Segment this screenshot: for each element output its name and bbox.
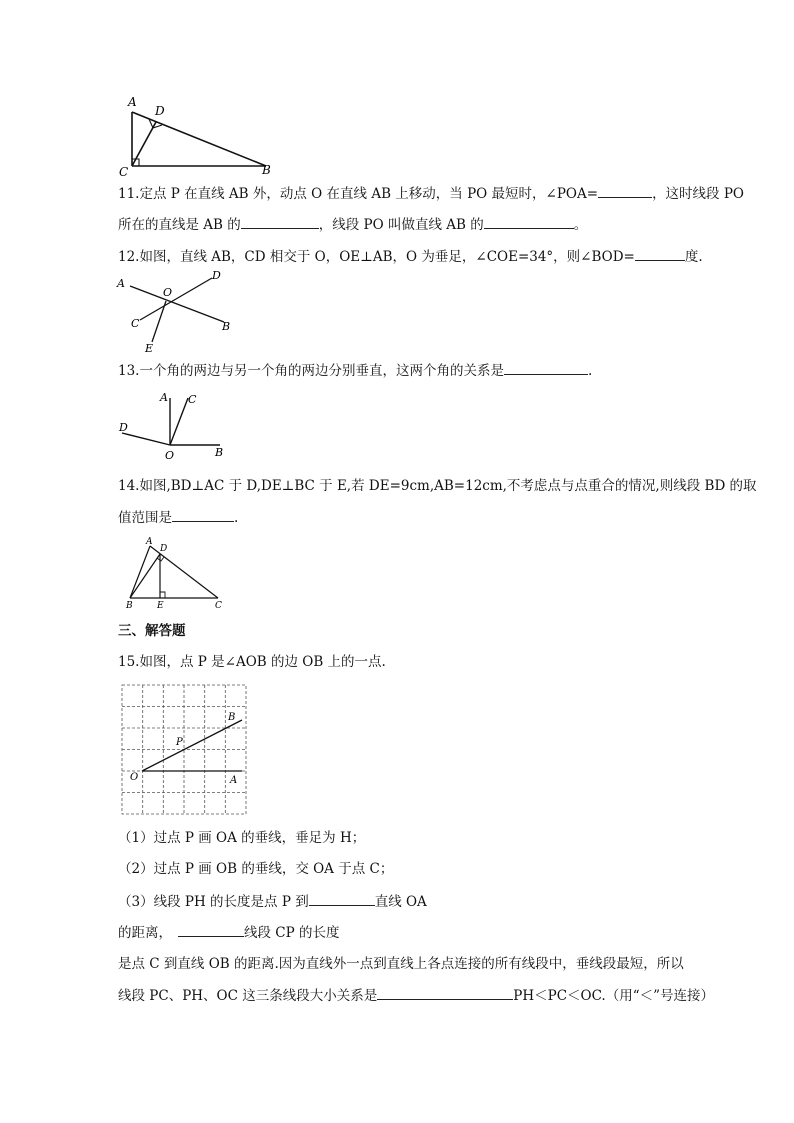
label-a: A (128, 95, 137, 109)
label-b: B (228, 712, 236, 723)
label-o: O (163, 286, 173, 299)
q15-item3 (118, 891, 427, 912)
q15-reason-line (118, 954, 684, 974)
label-c: C (215, 601, 222, 611)
label-p: P (176, 737, 183, 748)
q15-item1 (118, 828, 365, 848)
label-c: C (188, 393, 197, 406)
q15-intro (118, 652, 386, 672)
label-b: B (215, 446, 224, 459)
figure-triangle-abc (120, 534, 232, 612)
q15-blank-3[interactable] (377, 985, 513, 1000)
q15-final-text-b: PH＜PC＜OC.（用“＜”号连接） (513, 988, 715, 1004)
q15-blank-2[interactable] (178, 922, 244, 937)
q15-final-line (118, 985, 714, 1006)
q13-text-b: . (587, 363, 593, 379)
label-a: A (117, 277, 125, 290)
q13-line (118, 360, 592, 381)
label-a: A (146, 537, 153, 547)
q14-text-a: 14.如图,BD⊥AC 于 D,DE⊥BC 于 E,若 DE=9cm,AB=12cm,不考虑点与点重合的情况,则线段 BD 的取 (118, 478, 757, 494)
q14-text-c: . (234, 510, 239, 526)
q12-blank[interactable] (635, 246, 685, 261)
figure-grid-angle-aob (120, 683, 250, 817)
label-d: D (212, 269, 221, 282)
q11-line2 (118, 214, 587, 235)
q11-text-a: 11.定点 P 在直线 AB 外，动点 O 在直线 AB 上移动，当 PO 最短时，∠POA= (118, 186, 599, 202)
q11-line1 (118, 183, 744, 204)
q15-reason-text: 是点 C 到直线 OB 的距离.因为直线外一点到直线上各点连接的所有线段中，垂线段最短，所以 (118, 956, 684, 972)
q12-text-b: 度. (684, 249, 703, 265)
section-heading (118, 621, 186, 641)
figure-intersecting-lines (114, 268, 244, 356)
label-a: A (230, 775, 238, 786)
q15-final-text-a: 线段 PC、PH、OC 这三条线段大小关系是 (118, 988, 378, 1004)
label-o: O (130, 772, 139, 783)
figure-triangle-acb (118, 92, 288, 178)
q12-line (118, 246, 703, 267)
figure-perpendicular-angles (116, 390, 236, 464)
label-e: E (145, 342, 154, 355)
q15-dist-text-b: 线段 CP 的长度 (244, 925, 340, 941)
q14-text-b: 值范围是 (118, 510, 172, 526)
label-b: B (222, 320, 231, 333)
label-b: B (126, 601, 133, 611)
q15-dist-text-a: 的距离， (118, 925, 172, 941)
q15-distance-line (118, 922, 340, 943)
q14-line2 (118, 507, 238, 528)
section-heading-text: 三、解答题 (118, 623, 186, 639)
q15-blank-1[interactable] (309, 891, 375, 906)
q11-text-c: 所在的直线是 AB 的 (118, 217, 241, 233)
q15-item3-text-b: 直线 OA (374, 894, 427, 910)
q15-item2-text: （2）过点 P 画 OB 的垂线，交 OA 于点 C； (118, 861, 394, 877)
q13-blank[interactable] (504, 360, 588, 375)
q11-blank-angle[interactable] (598, 183, 652, 198)
label-d: D (155, 104, 165, 118)
q15-intro-text: 15.如图，点 P 是∠AOB 的边 OB 上的一点. (118, 654, 386, 670)
label-d: D (119, 421, 128, 434)
label-e: E (157, 601, 164, 611)
q12-text-a: 12.如图，直线 AB，CD 相交于 O，OE⊥AB，O 为垂足，∠COE=34°，则∠BOD= (118, 249, 635, 265)
q14-blank[interactable] (172, 507, 234, 522)
label-a: A (160, 391, 168, 404)
q11-blank-line[interactable] (241, 214, 319, 229)
label-b: B (262, 163, 271, 177)
q11-text-d: ，线段 PO 叫做直线 AB 的 (318, 217, 484, 233)
label-c: C (119, 165, 129, 178)
label-o: O (165, 449, 175, 462)
q13-text-a: 13.一个角的两边与另一个角的两边分别垂直，这两个角的关系是 (118, 363, 504, 379)
label-c: C (131, 317, 140, 330)
q11-text-e: 。 (573, 217, 588, 233)
q15-item1-text: （1）过点 P 画 OA 的垂线，垂足为 H； (118, 830, 366, 846)
q15-item3-text-a: （3）线段 PH 的长度是点 P 到 (118, 894, 309, 910)
q11-text-b: ，这时线段 PO (652, 186, 745, 202)
q14-line1 (118, 476, 757, 496)
q15-item2 (118, 859, 393, 879)
label-d: D (160, 544, 168, 554)
q11-blank-segment[interactable] (484, 214, 574, 229)
